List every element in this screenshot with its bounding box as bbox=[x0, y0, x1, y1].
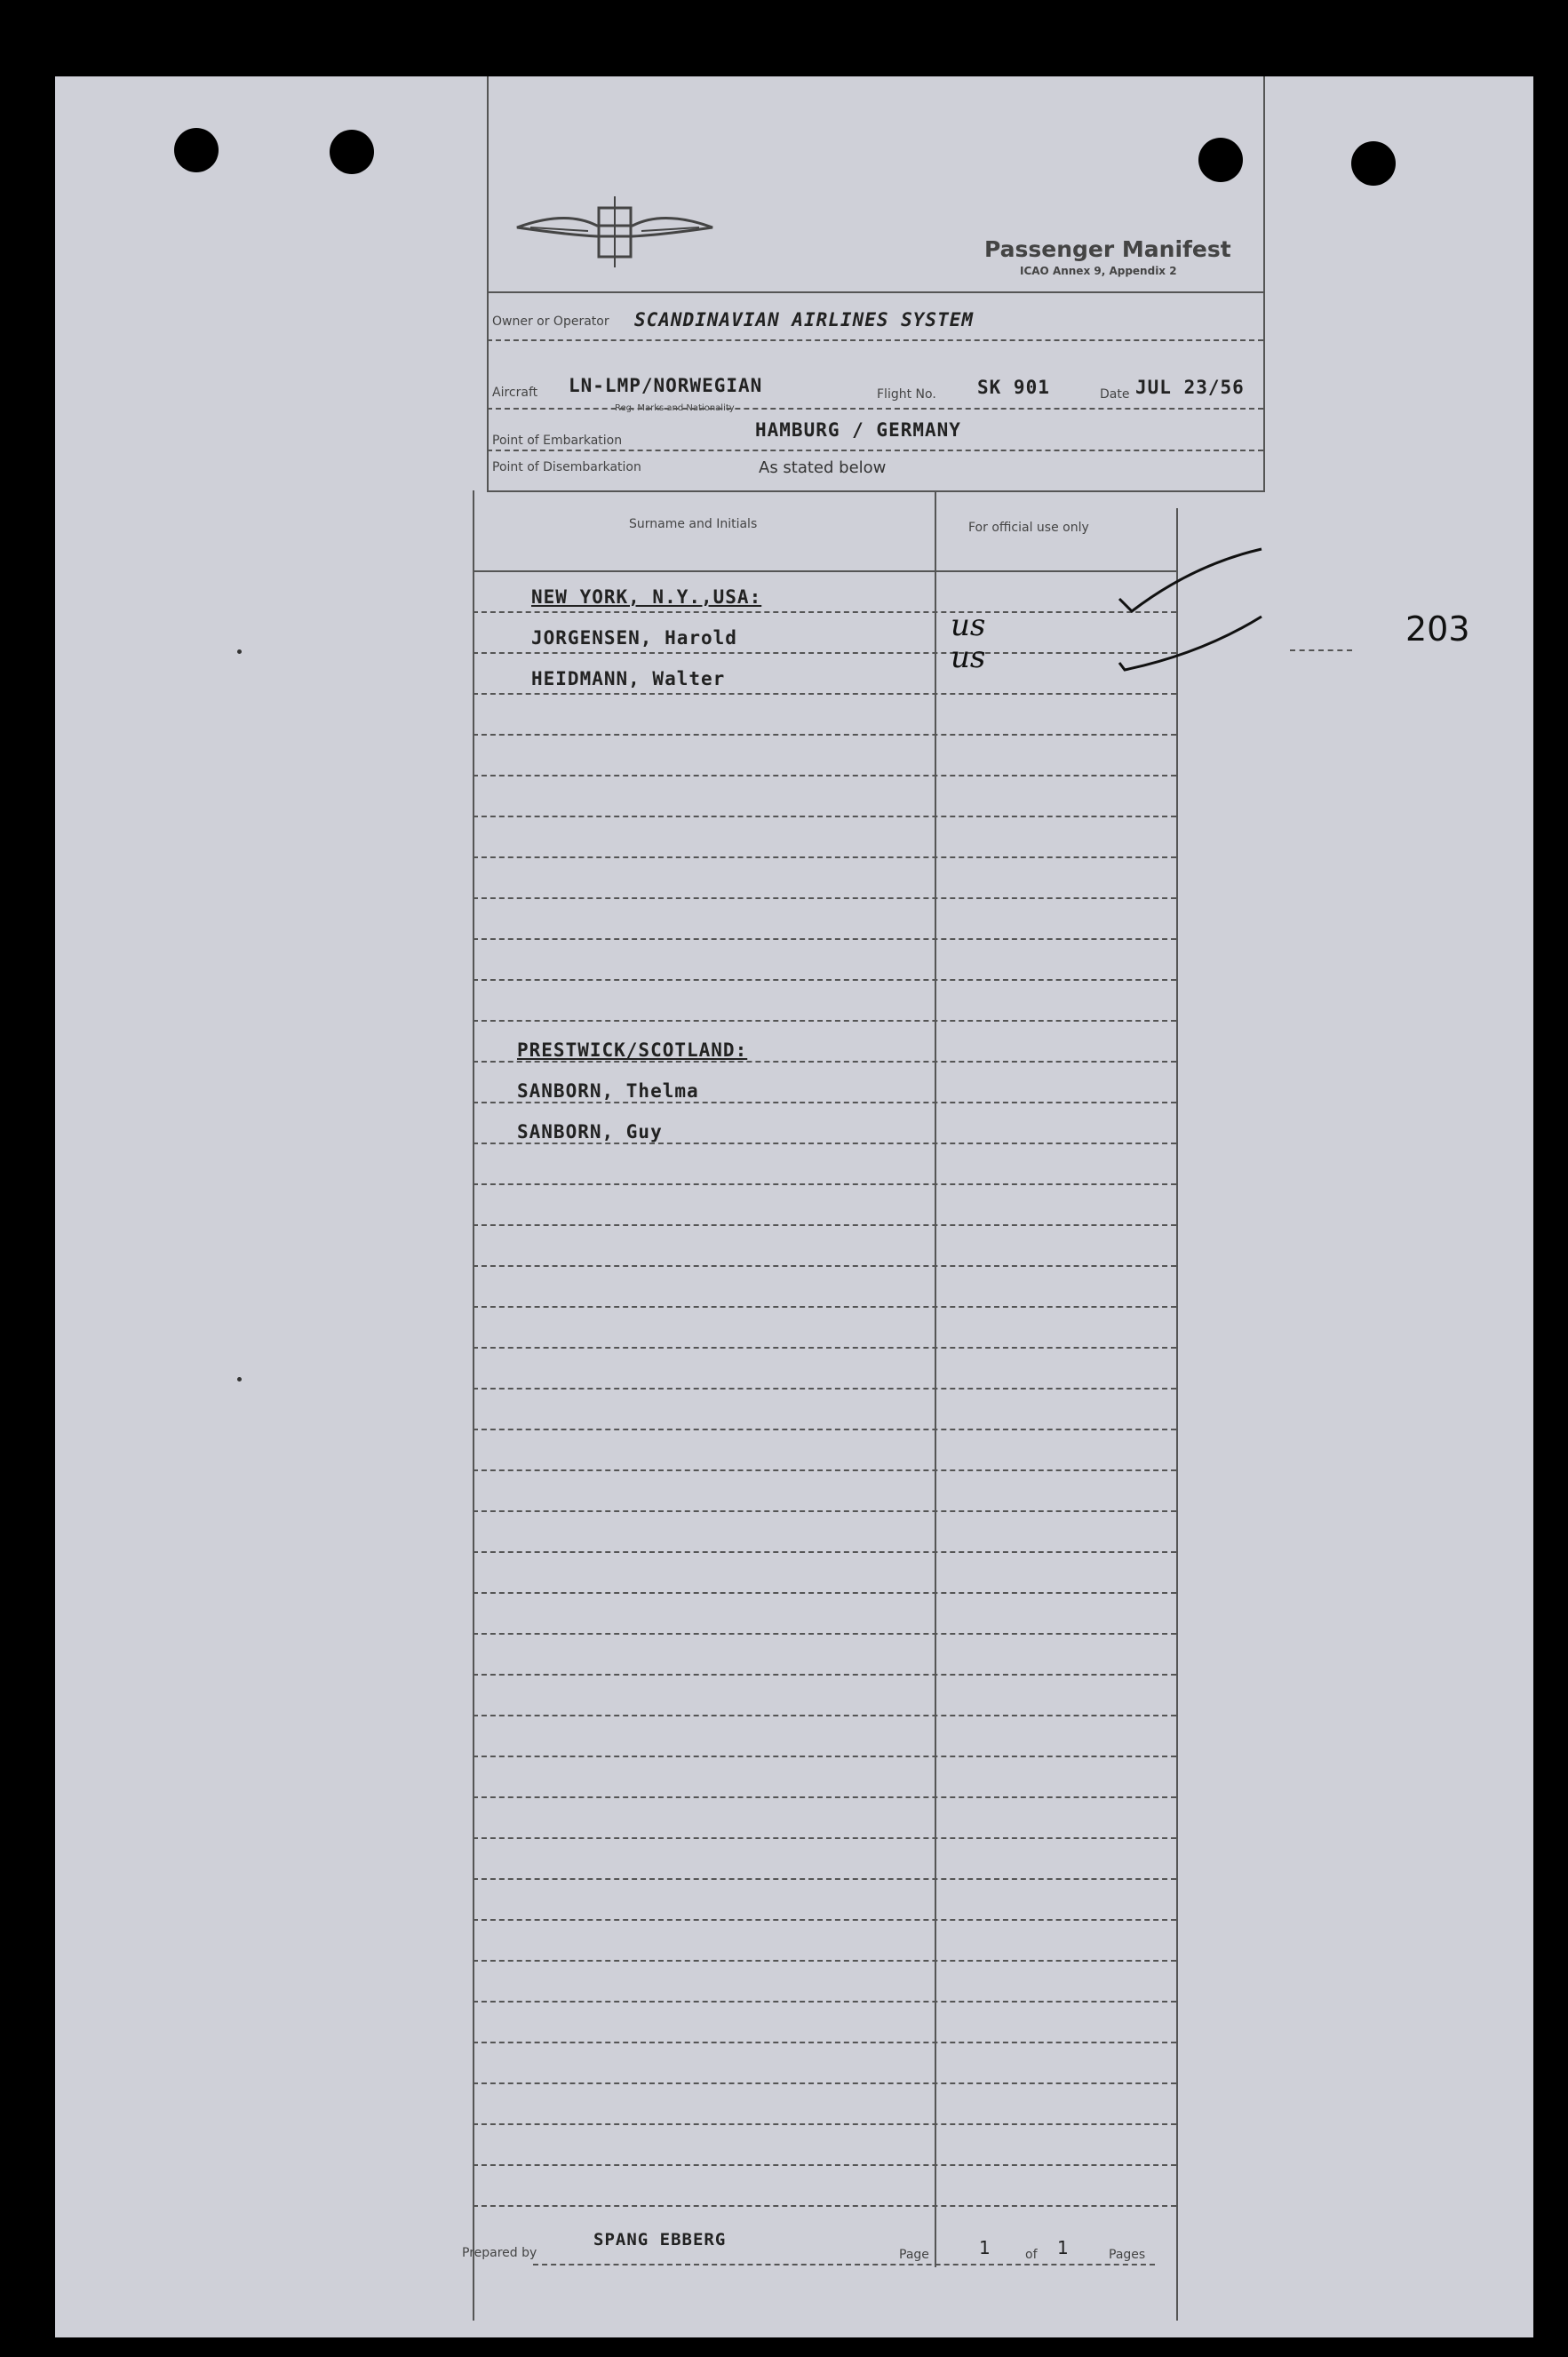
table-row-rule bbox=[473, 1020, 1176, 1022]
rule bbox=[487, 450, 1263, 451]
prepared-label: Prepared by bbox=[462, 2246, 537, 2260]
entry-passenger: SANBORN, Thelma bbox=[517, 1080, 699, 1102]
table-left-border bbox=[473, 490, 474, 2321]
aircraft-label: Aircraft bbox=[492, 386, 538, 400]
disembark-value: As stated below bbox=[759, 458, 887, 477]
table-row-rule bbox=[473, 1469, 1176, 1471]
table-row-rule bbox=[473, 856, 1176, 858]
entry-passenger: SANBORN, Guy bbox=[517, 1121, 663, 1143]
table-row-rule bbox=[473, 1061, 1176, 1063]
rule bbox=[487, 490, 1263, 492]
aircraft-value: LN-LMP/NORWEGIAN bbox=[569, 375, 763, 396]
table-row-rule bbox=[473, 1837, 1176, 1839]
table-row-rule bbox=[473, 1224, 1176, 1226]
table-row-rule bbox=[473, 1592, 1176, 1594]
table-row-rule bbox=[473, 2123, 1176, 2125]
stamp-number: 203 bbox=[1405, 609, 1470, 649]
rule bbox=[487, 339, 1263, 341]
table-row-rule bbox=[473, 611, 1176, 613]
table-row-rule bbox=[473, 938, 1176, 940]
entry-destination: NEW YORK, N.Y.,USA: bbox=[531, 586, 762, 608]
table-row-rule bbox=[473, 2164, 1176, 2166]
entry-destination: PRESTWICK/SCOTLAND: bbox=[517, 1039, 748, 1061]
col-name-header: Surname and Initials bbox=[629, 517, 758, 531]
table-row-rule bbox=[473, 1756, 1176, 1757]
pages-label: Pages bbox=[1109, 2248, 1146, 2262]
checkmark-icon bbox=[1112, 609, 1272, 681]
table-row-rule bbox=[473, 1143, 1176, 1144]
of-label: of bbox=[1025, 2248, 1038, 2262]
table-row-rule bbox=[473, 1388, 1176, 1390]
flight-value: SK 901 bbox=[977, 377, 1050, 398]
checkmark-icon bbox=[1112, 547, 1272, 618]
table-row-rule bbox=[473, 1796, 1176, 1798]
table-right-border bbox=[1176, 508, 1178, 2321]
punch-hole bbox=[174, 128, 219, 172]
table-row-rule bbox=[473, 2001, 1176, 2003]
header-right-border bbox=[1263, 76, 1265, 492]
table-row-rule bbox=[473, 2205, 1176, 2207]
table-row-rule bbox=[473, 1265, 1176, 1267]
table-row-rule bbox=[473, 2042, 1176, 2043]
manifest-title: Passenger Manifest bbox=[984, 236, 1231, 262]
page-number: 1 bbox=[979, 2237, 991, 2258]
table-row-rule bbox=[473, 1429, 1176, 1430]
table-row-rule bbox=[473, 775, 1176, 776]
table-row-rule bbox=[473, 897, 1176, 899]
embark-value: HAMBURG / GERMANY bbox=[755, 419, 961, 441]
punch-hole bbox=[1351, 141, 1396, 186]
table-row-rule bbox=[473, 979, 1176, 981]
table-row-rule bbox=[473, 1102, 1176, 1103]
manifest-subtitle: ICAO Annex 9, Appendix 2 bbox=[1020, 265, 1177, 277]
date-label: Date bbox=[1100, 387, 1130, 402]
date-value: JUL 23/56 bbox=[1135, 377, 1245, 398]
rule bbox=[487, 408, 1263, 410]
rule bbox=[533, 2264, 1155, 2265]
owner-label: Owner or Operator bbox=[492, 315, 609, 329]
table-row-rule bbox=[473, 1960, 1176, 1962]
official-initials: us bbox=[951, 608, 986, 643]
speck bbox=[237, 1377, 242, 1382]
table-row-rule bbox=[473, 1919, 1176, 1921]
rule bbox=[473, 570, 1176, 572]
manifest-sheet bbox=[55, 76, 1533, 2337]
table-row-rule bbox=[473, 693, 1176, 695]
stamp-dash bbox=[1290, 649, 1352, 651]
speck bbox=[237, 649, 242, 654]
reg-marks-label: Reg. Marks and Nationality bbox=[615, 403, 735, 413]
entry-passenger: JORGENSEN, Harold bbox=[531, 627, 737, 649]
page-total: 1 bbox=[1057, 2237, 1069, 2258]
table-row-rule bbox=[473, 1633, 1176, 1635]
entry-passenger: HEIDMANN, Walter bbox=[531, 668, 726, 689]
col-official-header: For official use only bbox=[968, 521, 1089, 535]
table-row-rule bbox=[473, 1183, 1176, 1185]
table-row-rule bbox=[473, 1715, 1176, 1716]
table-row-rule bbox=[473, 816, 1176, 817]
airline-logo-icon bbox=[513, 192, 717, 272]
table-row-rule bbox=[473, 652, 1176, 654]
disembark-label: Point of Disembarkation bbox=[492, 460, 641, 474]
flight-label: Flight No. bbox=[877, 387, 936, 402]
table-row-rule bbox=[473, 1878, 1176, 1880]
punch-hole bbox=[330, 130, 374, 174]
prepared-value: SPANG EBBERG bbox=[593, 2230, 727, 2250]
page-label: Page bbox=[899, 2248, 929, 2262]
manifest-form bbox=[435, 76, 1263, 2337]
table-row-rule bbox=[473, 1510, 1176, 1512]
table-row-rule bbox=[473, 1306, 1176, 1308]
table-row-rule bbox=[473, 1551, 1176, 1553]
header-top-rule bbox=[487, 291, 1263, 293]
header-left-border bbox=[487, 76, 489, 492]
table-row-rule bbox=[473, 1674, 1176, 1676]
table-row-rule bbox=[473, 734, 1176, 736]
official-initials: us bbox=[951, 640, 986, 675]
table-row-rule bbox=[473, 2082, 1176, 2084]
owner-value: SCANDINAVIAN AIRLINES SYSTEM bbox=[634, 309, 975, 330]
embark-label: Point of Embarkation bbox=[492, 434, 623, 448]
table-row-rule bbox=[473, 1347, 1176, 1349]
